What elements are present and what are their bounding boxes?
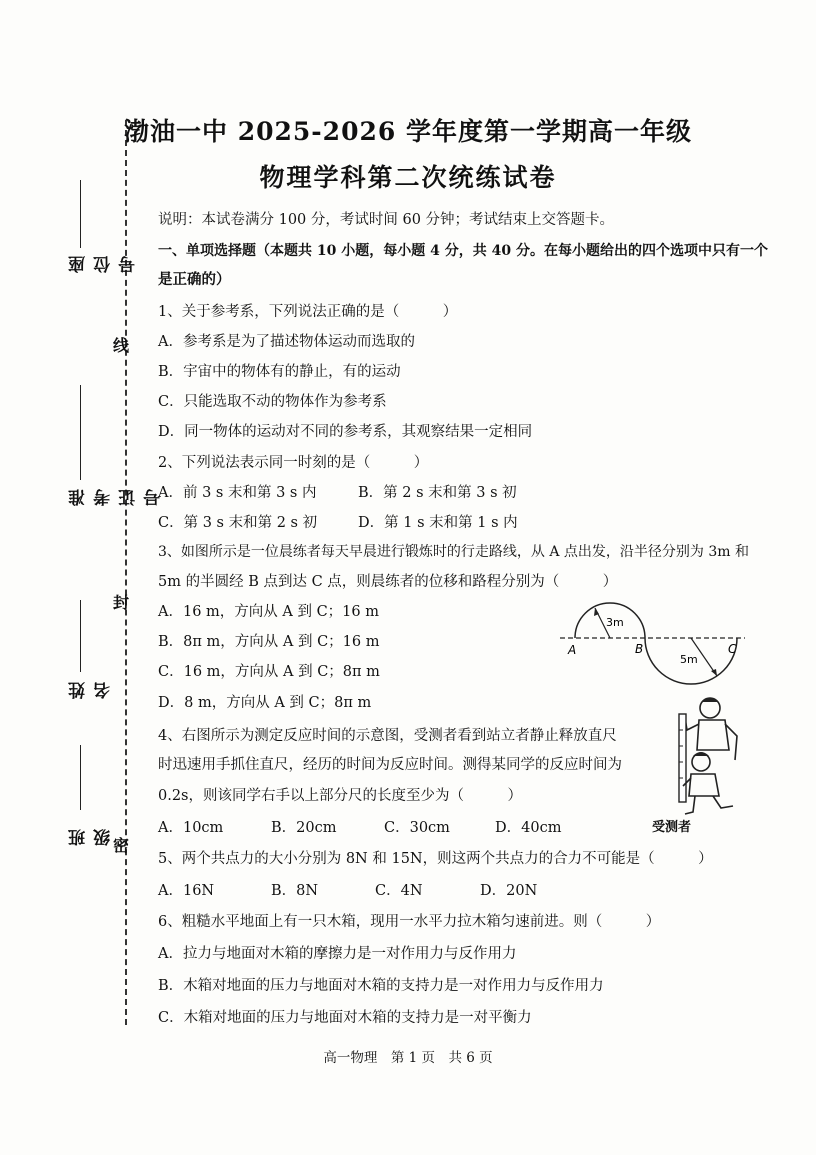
seal-char-secret: 密 (113, 836, 130, 855)
q6-stem: 6、粗糙水平地面上有一只木箱，现用一水平力拉木箱匀速前进。则（ ） (158, 914, 661, 930)
q3-point-b: B (635, 642, 644, 656)
q5-option-d[interactable]: D．20N (480, 883, 538, 899)
q3-option-b[interactable]: B．8π m，方向从 A 到 C；16 m (158, 634, 380, 650)
exam-title: 渤油一中 2025-2026 学年度第一学期高一年级 (124, 117, 692, 146)
q3-option-d[interactable]: D．8 m，方向从 A 到 C；8π m (158, 695, 372, 711)
class-label: 班级 (69, 825, 114, 846)
q5-stem: 5、两个共点力的大小分别为 8N 和 15N，则这两个共点力的合力不可能是（ ） (158, 851, 713, 867)
q4-option-a[interactable]: A．10cm (158, 820, 224, 836)
q2-option-c[interactable]: C．第 3 s 末和第 2 s 初 (158, 515, 318, 531)
seat-number-label: 座位号 (69, 252, 139, 273)
q5-option-b[interactable]: B．8N (271, 883, 319, 899)
q1-stem: 1、关于参考系，下列说法正确的是（ ） (158, 304, 458, 320)
ruler (679, 714, 686, 802)
q3-point-a: A (568, 643, 577, 657)
test-subject-legs (685, 796, 733, 814)
instructions: 说明：本试卷满分 100 分，考试时间 60 分钟；考试结束上交答题卡。 (158, 212, 615, 228)
exam-subtitle: 物理学科第二次统练试卷 (259, 163, 557, 192)
q4-stem-line1: 4、右图所示为测定反应时间的示意图，受测者看到站立者静止释放直尺 (158, 728, 617, 744)
q5-option-c[interactable]: C．4N (375, 883, 423, 899)
q5-option-a[interactable]: A．16N (158, 883, 215, 899)
q6-option-b[interactable]: B．木箱对地面的压力与地面对木箱的支持力是一对作用力与反作用力 (158, 978, 604, 994)
seal-char-seal: 封 (113, 593, 130, 612)
q4-option-d[interactable]: D．40cm (495, 820, 562, 836)
q1-option-b[interactable]: B．宇宙中的物体有的静止，有的运动 (158, 364, 401, 380)
section-heading-line2: 是正确的） (158, 271, 231, 288)
test-subject-hair (693, 752, 709, 756)
standing-person-hair (702, 698, 718, 702)
q3-path-figure (555, 590, 755, 690)
q4-figure-caption: 受测者 (652, 820, 692, 835)
q2-option-d[interactable]: D．第 1 s 末和第 1 s 内 (358, 515, 518, 531)
q3-option-c[interactable]: C．16 m，方向从 A 到 C；8π m (158, 664, 380, 680)
test-subject-body (689, 774, 719, 796)
q3-large-arrow (711, 669, 717, 676)
q2-option-a[interactable]: A．前 3 s 末和第 3 s 内 (158, 485, 317, 501)
page-footer: 高一物理 第 1 页 共 6 页 (323, 1050, 493, 1066)
exam-id-label: 准考证号 (69, 485, 164, 506)
q2-option-b[interactable]: B．第 2 s 末和第 3 s 初 (358, 485, 517, 501)
q6-option-c[interactable]: C．木箱对地面的压力与地面对木箱的支持力是一对平衡力 (158, 1010, 532, 1026)
q4-option-c[interactable]: C．30cm (384, 820, 450, 836)
q4-stem-line3: 0.2s，则该同学右手以上部分尺的长度至少为（ ） (158, 788, 522, 804)
q3-r-small-label: 3m (606, 616, 624, 629)
q1-option-d[interactable]: D．同一物体的运动对不同的参考系，其观察结果一定相同 (158, 424, 533, 440)
q1-option-c[interactable]: C．只能选取不动的物体作为参考系 (158, 394, 387, 410)
q3-stem-line2: 5m 的半圆经 B 点到达 C 点，则晨练者的位移和路程分别为（ ） (158, 574, 618, 590)
q2-stem: 2、下列说法表示同一时刻的是（ ） (158, 455, 429, 471)
q4-option-b[interactable]: B．20cm (271, 820, 337, 836)
standing-person-arm (685, 718, 699, 730)
q4-stem-line2: 时迅速用手抓住直尺，经历的时间为反应时间。测得某同学的反应时间为 (158, 757, 622, 773)
seal-char-line: 线 (113, 336, 130, 355)
q3-stem-line1: 3、如图所示是一位晨练者每天早晨进行锻炼时的行走路线，从 A 点出发，沿半径分别为 3m 和 (158, 544, 749, 560)
q1-option-a[interactable]: A．参考系是为了描述物体运动而选取的 (158, 334, 415, 350)
exam-id-underline (80, 385, 81, 480)
name-label: 姓名 (69, 678, 114, 699)
q6-option-a[interactable]: A．拉力与地面对木箱的摩擦力是一对作用力与反作用力 (158, 946, 517, 962)
class-underline (80, 745, 81, 810)
q4-reaction-figure (655, 690, 755, 820)
q3-r-large-label: 5m (680, 653, 698, 666)
section-heading-line1: 一、单项选择题（本题共 10 小题，每小题 4 分，共 40 分。在每小题给出的四个选项中只有一个 (158, 243, 768, 259)
name-underline (80, 600, 81, 672)
q3-point-c: C (728, 642, 737, 656)
standing-person-body (697, 720, 729, 750)
q3-option-a[interactable]: A．16 m，方向从 A 到 C；16 m (158, 604, 379, 620)
